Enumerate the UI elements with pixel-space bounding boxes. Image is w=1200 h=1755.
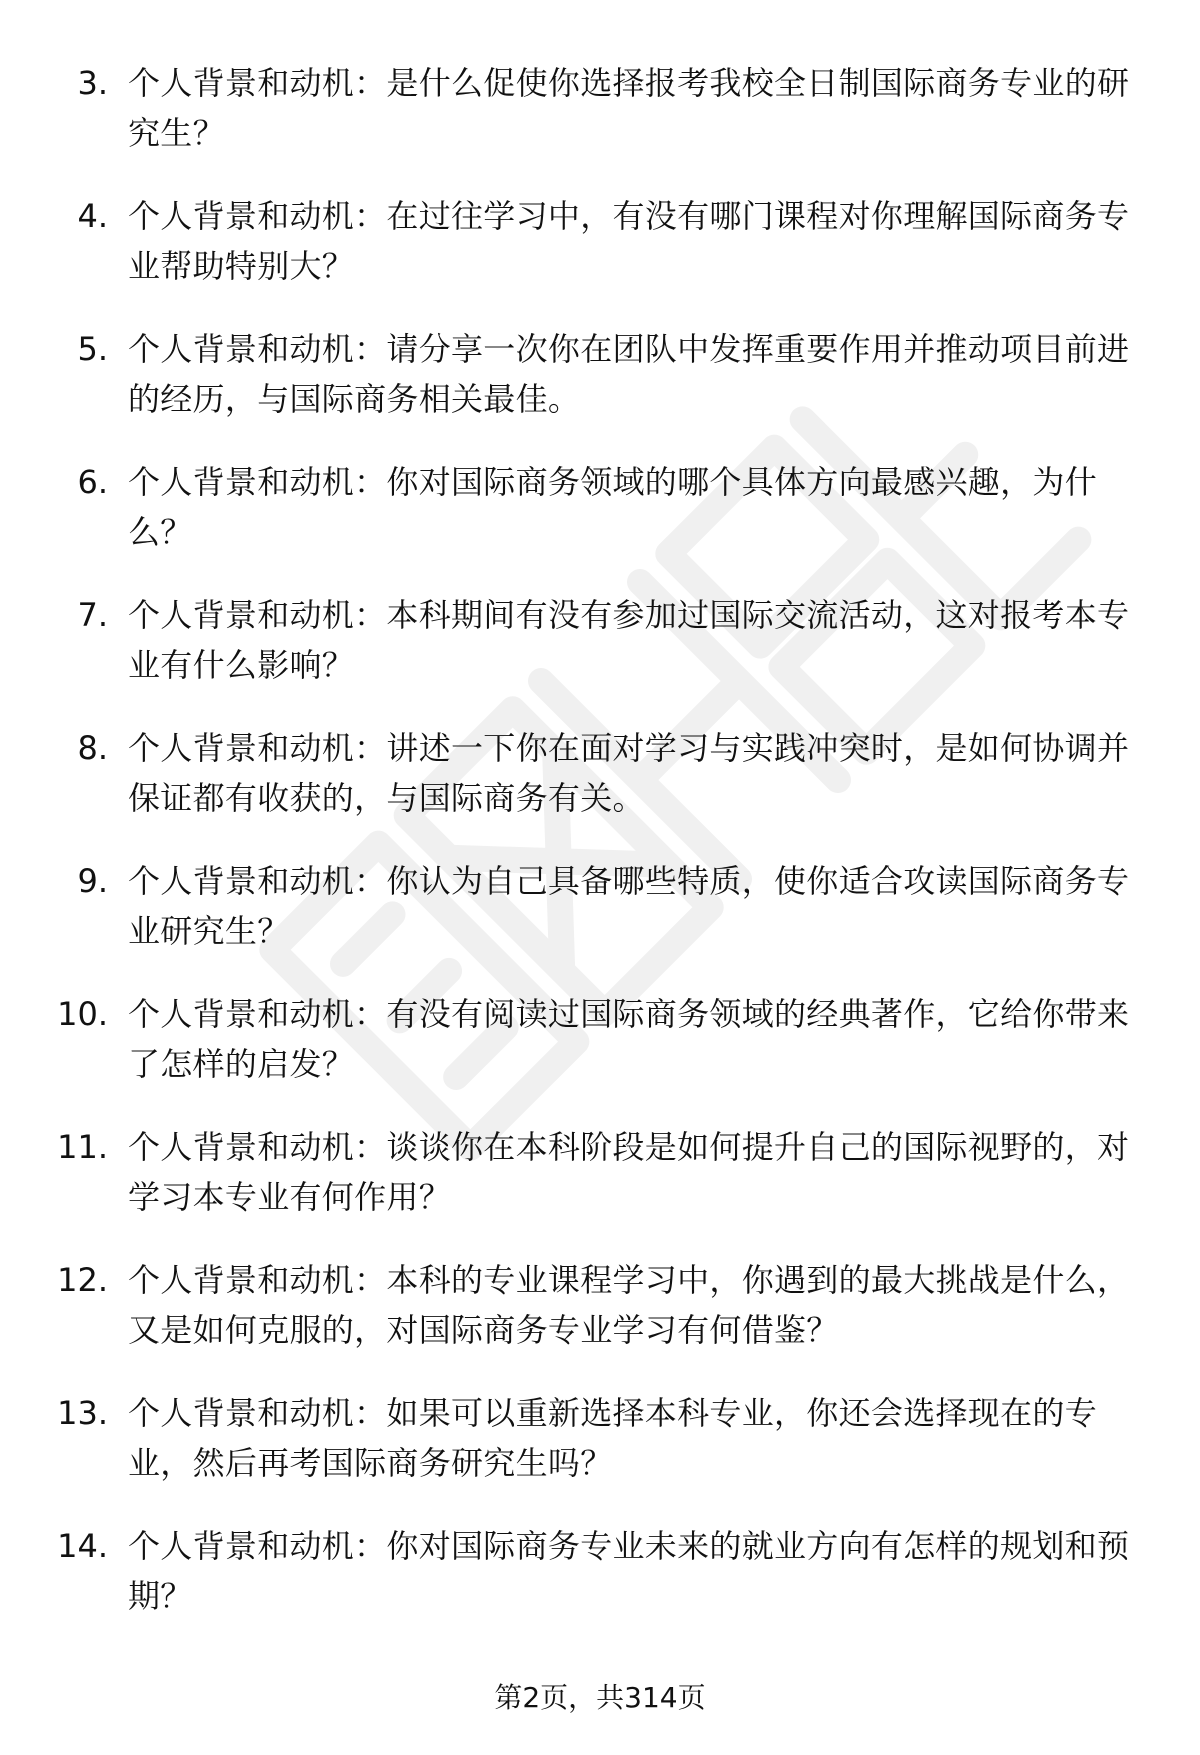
question-text: 个人背景和动机：你对国际商务专业未来的就业方向有怎样的规划和预期？ [128,1527,1130,1615]
question-text: 个人背景和动机：讲述一下你在面对学习与实践冲突时，是如何协调并保证都有收获的，与国际商务有关。 [128,729,1130,817]
question-number: 6. [77,463,108,501]
question-number: 14. [57,1527,108,1565]
page-footer [0,1678,1200,1718]
question-item [0,723,1200,856]
question-item [0,1122,1200,1255]
question-list [0,58,1200,1654]
question-text: 个人背景和动机：你对国际商务领域的哪个具体方向最感兴趣，为什么？ [128,463,1098,551]
question-item [0,590,1200,723]
question-number: 10. [57,995,108,1033]
question-number: 3. [77,64,108,102]
question-number: 11. [57,1128,108,1166]
question-text: 个人背景和动机：在过往学习中，有没有哪门课程对你理解国际商务专业帮助特别大？ [128,197,1130,285]
question-item [0,58,1200,191]
question-text: 个人背景和动机：是什么促使你选择报考我校全日制国际商务专业的研究生？ [128,64,1130,152]
question-number: 9. [77,862,108,900]
question-text: 个人背景和动机：有没有阅读过国际商务领域的经典著作，它给你带来了怎样的启发？ [128,995,1130,1083]
question-item [0,1388,1200,1521]
question-text: 个人背景和动机：你认为自己具备哪些特质，使你适合攻读国际商务专业研究生？ [128,862,1130,950]
question-item [0,989,1200,1122]
question-item [0,1521,1200,1654]
question-text: 个人背景和动机：谈谈你在本科阶段是如何提升自己的国际视野的，对学习本专业有何作用？ [128,1128,1130,1216]
question-item [0,1255,1200,1388]
question-text: 个人背景和动机：请分享一次你在团队中发挥重要作用并推动项目前进的经历，与国际商务相关最佳。 [128,330,1130,418]
question-text: 个人背景和动机：本科的专业课程学习中，你遇到的最大挑战是什么，又是如何克服的，对国际商务专业学习有何借鉴？ [128,1261,1130,1349]
question-number: 7. [77,596,108,634]
question-number: 5. [77,330,108,368]
question-number: 12. [57,1261,108,1299]
question-item [0,856,1200,989]
question-item [0,191,1200,324]
question-item [0,457,1200,590]
question-number: 4. [77,197,108,235]
question-item [0,324,1200,457]
page-number-label: 第2页，共314页 [494,1681,706,1714]
question-text: 个人背景和动机：如果可以重新选择本科专业，你还会选择现在的专业，然后再考国际商务研究生吗？ [128,1394,1098,1482]
question-number: 8. [77,729,108,767]
question-text: 个人背景和动机：本科期间有没有参加过国际交流活动，这对报考本专业有什么影响？ [128,596,1130,684]
question-number: 13. [57,1394,108,1432]
